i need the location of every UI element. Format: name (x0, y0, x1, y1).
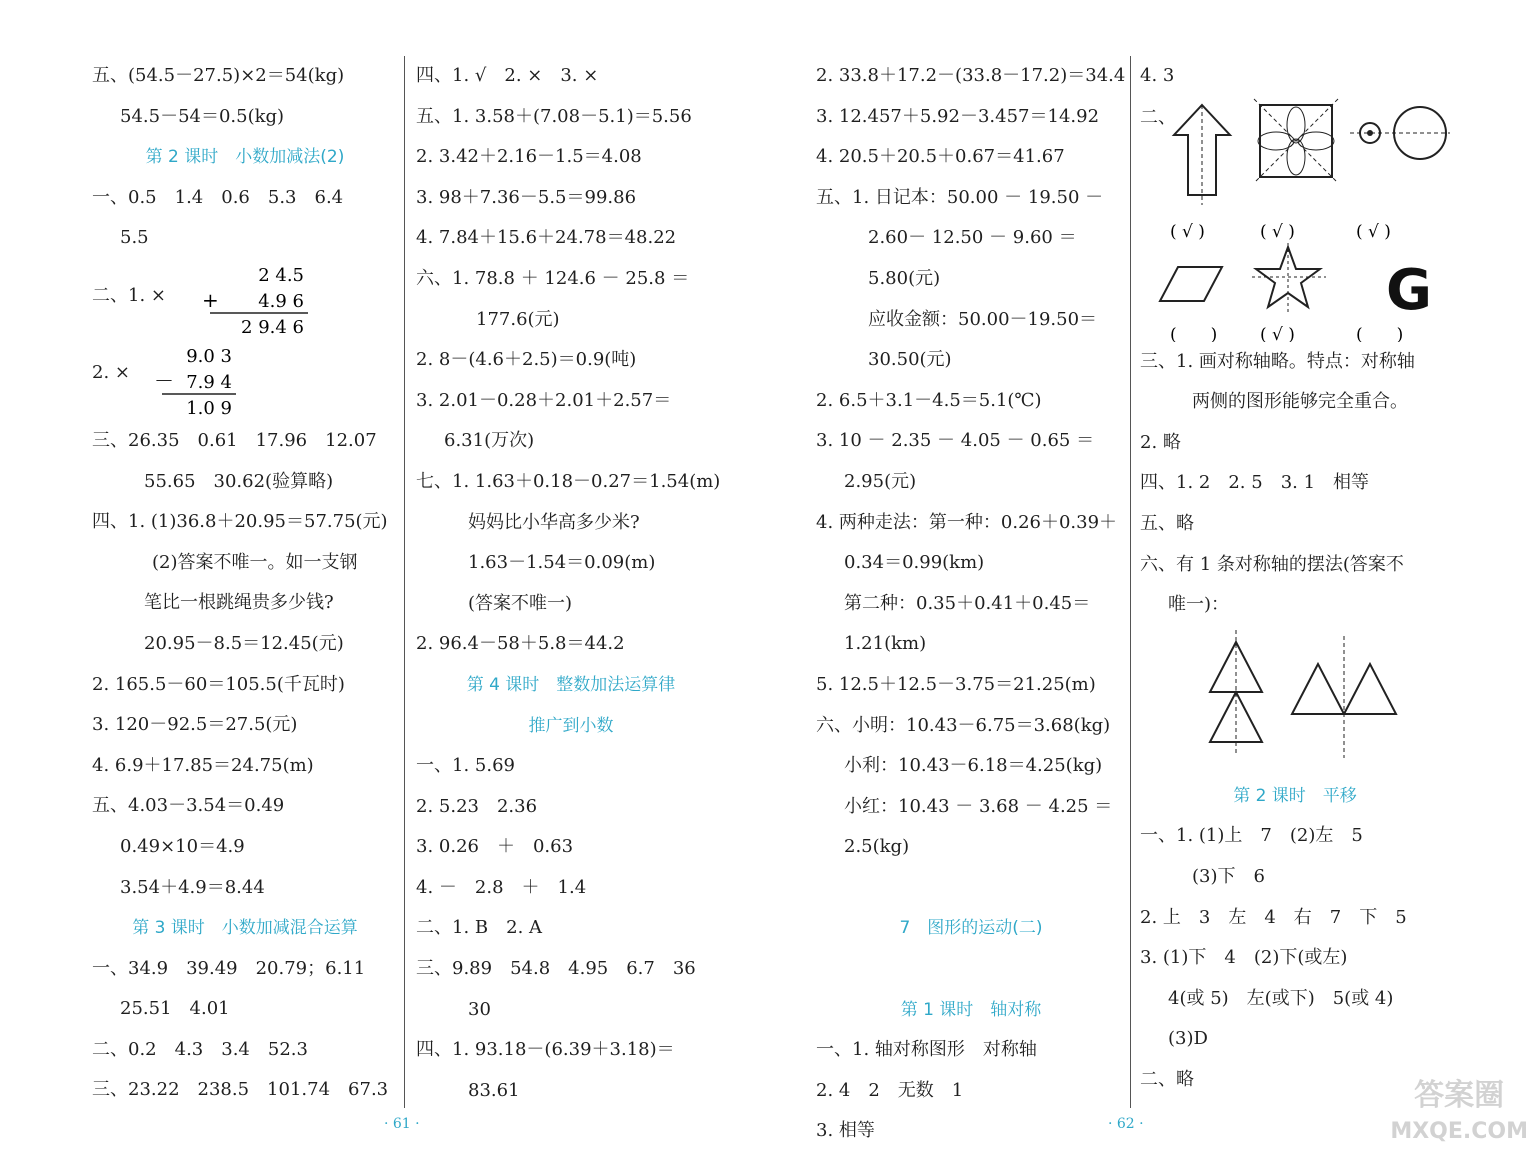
flower-square-shape (1254, 99, 1338, 183)
calc2-r: 1.0 9 (186, 397, 232, 419)
column-3 (816, 56, 1126, 1152)
col3-line: 3. 10 － 2.35 － 4.05 － 0.65 ＝ (816, 430, 1095, 452)
column-2 (416, 56, 726, 1111)
col1b-line: 25.51 4.01 (120, 998, 230, 1020)
col4-bottom (1140, 776, 1450, 1101)
col4c-line: 4(或 5) 左(或下) 5(或 4) (1168, 987, 1394, 1009)
column-1 (92, 56, 398, 1111)
col1-line: 5.5 (120, 227, 149, 249)
col1-bottom (92, 421, 398, 1111)
col3-line: 第 1 课时 轴对称 (900, 999, 1042, 1020)
col1b-line: 三、26.35 0.61 17.96 12.07 (92, 429, 377, 451)
col3-line: 小红：10.43 － 3.68 － 4.25 ＝ (844, 795, 1113, 817)
col2-line: 177.6(元) (476, 308, 560, 330)
col3-line: 2. 33.8＋17.2－(33.8－17.2)＝34.4 (816, 65, 1126, 86)
col2-line: 二、1. B 2. A (416, 917, 543, 939)
col2-line: 3. 0.26 ＋ 0.63 (416, 836, 574, 858)
mark-2: ( √ ) (1260, 221, 1295, 242)
col3-line: 1.21(km) (844, 633, 927, 655)
col2-line: 六、1. 78.8 ＋ 124.6 － 25.8 ＝ (416, 267, 690, 289)
col2-line: 3. 2.01－0.28＋2.01＋2.57＝ (416, 389, 672, 411)
col2-line: 四、1. 93.18－(6.39＋3.18)＝ (416, 1039, 675, 1061)
col1-line: 第 2 课时 小数加减法(2) (145, 147, 345, 168)
calc2-op: － (154, 368, 174, 393)
col3-line: 4. 两种走法：第一种：0.26＋0.39＋ (816, 511, 1118, 533)
col3-line: 3. 12.457＋5.92－3.457＝14.92 (816, 105, 1100, 127)
col3-line: 六、小明：10.43－6.75＝3.68(kg) (816, 714, 1111, 736)
triangle-arrangement (1140, 626, 1450, 776)
col4c-line: (3)下 6 (1192, 865, 1265, 887)
calc1-op: + (202, 287, 219, 312)
col1b-line: 3. 120－92.5＝27.5(元) (92, 714, 298, 736)
col3-line: 2. 4 2 无数 1 (816, 1079, 964, 1101)
col4b-line: 两侧的图形能够完全重合。 (1192, 391, 1408, 413)
col3-line: 2.95(元) (844, 470, 917, 492)
col1b-line: 四、1. (1)36.8＋20.95＝57.75(元) (92, 511, 388, 533)
col3-line: 30.50(元) (868, 349, 952, 371)
col2-line: 1.63－1.54＝0.09(m) (468, 552, 656, 574)
col2-line: 推广到小数 (528, 715, 614, 736)
calc2-label: 2. × (92, 361, 130, 383)
col3-line: 2. 6.5＋3.1－4.5＝5.1(℃) (816, 389, 1042, 411)
page-number-left: · 61 · (384, 1116, 420, 1132)
col4-top (1140, 56, 1450, 97)
col3-line (816, 868, 1126, 909)
col2-line: 6.31(万次) (444, 430, 535, 452)
col1b-line: 二、0.2 4.3 3.4 52.3 (92, 1038, 308, 1060)
col1b-line: (2)答案不唯一。如一支钢 (152, 551, 358, 573)
col4c-line: 第 2 课时 平移 (1233, 785, 1357, 806)
col4c-line: 二、略 (1140, 1068, 1194, 1090)
col2-line: 一、1. 5.69 (416, 755, 515, 777)
vertical-addition (92, 259, 398, 340)
col1b-line: 3.54＋4.9＝8.44 (120, 876, 265, 898)
col4-middle (1140, 342, 1450, 626)
mark-3: ( √ ) (1356, 221, 1391, 242)
col1b-line: 2. 165.5－60＝105.5(千瓦时) (92, 673, 345, 695)
col3-line: 3. 相等 (816, 1120, 875, 1142)
side-triangles (1292, 636, 1396, 758)
col2-line: 4. － 2.8 ＋ 1.4 (416, 876, 587, 898)
star-shape (1252, 243, 1326, 313)
col2-line: 30 (468, 998, 491, 1020)
symmetry-figures (1140, 97, 1450, 342)
col2-line: 四、1. √ 2. × 3. × (416, 65, 599, 86)
col2-line: 2. 3.42＋2.16－1.5＝4.08 (416, 146, 642, 168)
col4b-line: 五、略 (1140, 512, 1194, 534)
stacked-triangles (1210, 630, 1262, 754)
calc1-a: 2 4.5 (258, 264, 304, 286)
triangle-figures (1140, 626, 1450, 776)
col1b-line: 20.95－8.5＝12.45(元) (144, 632, 344, 654)
col4c-line: 一、1. (1)上 7 (2)左 5 (1140, 825, 1363, 847)
col4c-line: (3)D (1168, 1028, 1208, 1050)
letter-g: G (1386, 257, 1432, 323)
col1b-line: 三、23.22 238.5 101.74 67.3 (92, 1079, 389, 1101)
calc1-label: 二、1. × (92, 284, 166, 306)
symmetry-shapes (1140, 97, 1450, 342)
col2-line: 第 4 课时 整数加法运算律 (466, 674, 676, 695)
col3-line: 一、1. 轴对称图形 对称轴 (816, 1039, 1037, 1061)
col3-line: 5. 12.5＋12.5－3.75＝21.25(m) (816, 673, 1096, 695)
col1b-line: 第 3 课时 小数加减混合运算 (132, 918, 358, 939)
col3-line: 7 图形的运动(二) (899, 918, 1043, 939)
col3-line: 第二种：0.35＋0.41＋0.45＝ (844, 592, 1091, 614)
col4c-line: 2. 上 3 左 4 右 7 下 5 (1140, 906, 1407, 928)
col4a-line: 4. 3 (1140, 65, 1175, 86)
mark-6: ( ) (1356, 324, 1404, 342)
column-divider-1 (404, 56, 405, 1108)
col4c-line: 3. (1)下 4 (2)下(或左) (1140, 947, 1348, 969)
vertical-subtraction (92, 340, 398, 421)
col1b-line: 笔比一根跳绳贵多少钱? (144, 592, 334, 614)
col4b-line: 2. 略 (1140, 431, 1181, 453)
col4b-line: 三、1. 画对称轴略。特点：对称轴 (1140, 350, 1415, 372)
calc2-a: 9.0 3 (186, 345, 232, 367)
col3-line: 2.60－ 12.50 － 9.60 ＝ (868, 227, 1077, 249)
col1b-line: 4. 6.9＋17.85＝24.75(m) (92, 754, 314, 776)
column-4 (1140, 56, 1450, 1101)
col1b-line: 0.49×10＝4.9 (120, 835, 245, 857)
col4b-line: 六、有 1 条对称轴的摆法(答案不 (1140, 553, 1404, 575)
col1-line: 一、0.5 1.4 0.6 5.3 6.4 (92, 186, 344, 208)
col2-line: 妈妈比小华高多少米? (468, 511, 640, 533)
watermark-line1: 答案圈 (1414, 1078, 1505, 1113)
col3-line (816, 949, 1126, 990)
col3-line: 应收金额：50.00－19.50＝ (868, 308, 1098, 330)
col2-line: 3. 98＋7.36－5.5＝99.86 (416, 186, 637, 208)
watermark-logo (1390, 1078, 1528, 1150)
col3-line: 小利：10.43－6.18＝4.25(kg) (844, 755, 1103, 777)
mark-4: ( ) (1170, 324, 1218, 342)
col2-line: (答案不唯一) (468, 592, 573, 614)
col2-line: 2. 96.4－58＋5.8＝44.2 (416, 633, 625, 655)
figs-label: 二、 (1140, 106, 1176, 128)
watermark-line2: MXQE.COM (1390, 1119, 1528, 1144)
addition-figure (92, 259, 312, 340)
col2-line: 83.61 (468, 1079, 520, 1101)
col3-line: 5.80(元) (868, 267, 941, 289)
col2-line: 2. 5.23 2.36 (416, 795, 538, 817)
col1b-line: 五、4.03－3.54＝0.49 (92, 795, 285, 817)
column-divider-2 (1130, 56, 1131, 1108)
calc1-r: 2 9.4 6 (241, 316, 304, 338)
subtraction-figure (92, 340, 312, 421)
col3-line: 五、1. 日记本：50.00 － 19.50 － (816, 186, 1104, 208)
col2-line: 七、1. 1.63＋0.18－0.27＝1.54(m) (416, 470, 721, 492)
two-circles-shape (1350, 107, 1450, 159)
arrow-shape (1174, 105, 1230, 205)
col4b-line: 唯一)： (1168, 594, 1230, 616)
calc1-b: 4.9 6 (258, 290, 304, 312)
col4b-line: 四、1. 2 2. 5 3. 1 相等 (1140, 472, 1370, 494)
col1b-line: 55.65 30.62(验算略) (144, 470, 334, 492)
parallelogram-shape (1160, 267, 1222, 301)
col1-line: 五、(54.5－27.5)×2＝54(kg) (92, 65, 345, 86)
calc2-b: 7.9 4 (186, 371, 232, 393)
col3-line: 0.34＝0.99(km) (844, 552, 985, 574)
col3-line: 2.5(kg) (844, 836, 910, 858)
page-number-right: · 62 · (1108, 1116, 1144, 1132)
col1-line: 54.5－54＝0.5(kg) (120, 105, 285, 127)
col2-line: 三、9.89 54.8 4.95 6.7 36 (416, 958, 696, 980)
col2-line: 4. 7.84＋15.6＋24.78＝48.22 (416, 227, 677, 249)
col2-line: 五、1. 3.58＋(7.08－5.1)＝5.56 (416, 105, 692, 127)
mark-1: ( √ ) (1170, 221, 1205, 242)
col1b-line: 一、34.9 39.49 20.79；6.11 (92, 957, 366, 979)
col3-line: 4. 20.5＋20.5＋0.67＝41.67 (816, 146, 1065, 168)
col1-top (92, 56, 398, 259)
mark-5: ( √ ) (1260, 324, 1295, 342)
col2-line: 2. 8－(4.6＋2.5)＝0.9(吨) (416, 349, 637, 371)
